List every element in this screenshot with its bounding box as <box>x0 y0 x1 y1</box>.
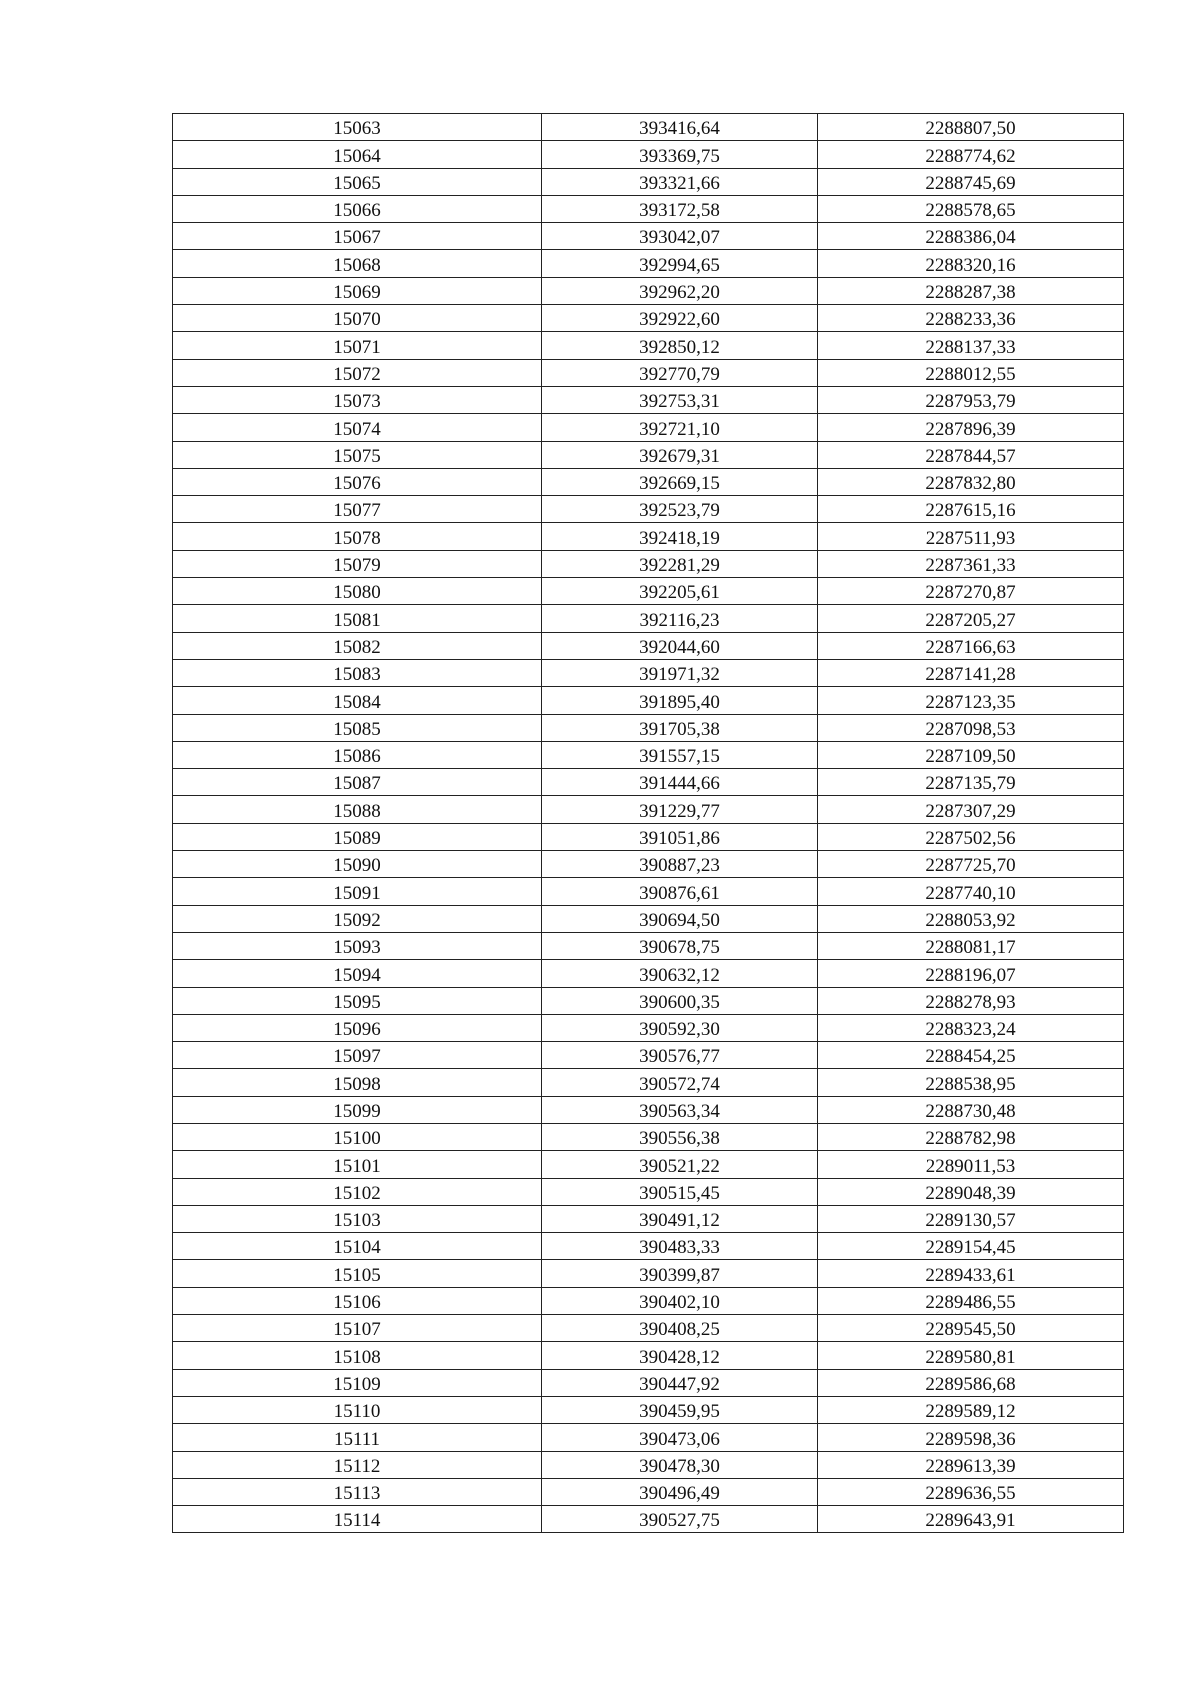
table-row <box>173 250 1124 277</box>
table-row <box>173 1151 1124 1178</box>
table-row <box>173 195 1124 222</box>
point-number-cell: 15086 <box>173 741 542 768</box>
x-coordinate-cell: 391229,77 <box>542 796 818 823</box>
y-coordinate-cell: 2288287,38 <box>818 277 1124 304</box>
x-coordinate-cell: 390478,30 <box>542 1451 818 1478</box>
y-coordinate-cell: 2288807,50 <box>818 114 1124 141</box>
x-coordinate-cell: 390678,75 <box>542 932 818 959</box>
point-number-cell: 15087 <box>173 769 542 796</box>
table-row <box>173 168 1124 195</box>
y-coordinate-cell: 2288196,07 <box>818 960 1124 987</box>
table-row <box>173 1451 1124 1478</box>
y-coordinate-cell: 2287307,29 <box>818 796 1124 823</box>
y-coordinate-cell: 2289636,55 <box>818 1478 1124 1505</box>
x-coordinate-cell: 390459,95 <box>542 1396 818 1423</box>
point-number-cell: 15084 <box>173 687 542 714</box>
point-number-cell: 15082 <box>173 632 542 659</box>
x-coordinate-cell: 392418,19 <box>542 523 818 550</box>
y-coordinate-cell: 2288730,48 <box>818 1096 1124 1123</box>
x-coordinate-cell: 390600,35 <box>542 987 818 1014</box>
point-number-cell: 15073 <box>173 386 542 413</box>
table-row <box>173 905 1124 932</box>
table-row <box>173 1042 1124 1069</box>
table-row <box>173 1260 1124 1287</box>
y-coordinate-cell: 2288081,17 <box>818 932 1124 959</box>
x-coordinate-cell: 390887,23 <box>542 851 818 878</box>
y-coordinate-cell: 2289589,12 <box>818 1396 1124 1423</box>
table-row <box>173 1478 1124 1505</box>
y-coordinate-cell: 2288782,98 <box>818 1123 1124 1150</box>
point-number-cell: 15064 <box>173 141 542 168</box>
x-coordinate-cell: 392994,65 <box>542 250 818 277</box>
x-coordinate-cell: 392922,60 <box>542 305 818 332</box>
table-row <box>173 878 1124 905</box>
x-coordinate-cell: 390572,74 <box>542 1069 818 1096</box>
x-coordinate-cell: 393321,66 <box>542 168 818 195</box>
point-number-cell: 15075 <box>173 441 542 468</box>
point-number-cell: 15088 <box>173 796 542 823</box>
table-row <box>173 523 1124 550</box>
x-coordinate-cell: 390592,30 <box>542 1014 818 1041</box>
point-number-cell: 15065 <box>173 168 542 195</box>
point-number-cell: 15091 <box>173 878 542 905</box>
point-number-cell: 15103 <box>173 1205 542 1232</box>
x-coordinate-cell: 390521,22 <box>542 1151 818 1178</box>
y-coordinate-cell: 2289433,61 <box>818 1260 1124 1287</box>
y-coordinate-cell: 2288012,55 <box>818 359 1124 386</box>
point-number-cell: 15114 <box>173 1506 542 1533</box>
x-coordinate-cell: 390483,33 <box>542 1233 818 1260</box>
x-coordinate-cell: 391895,40 <box>542 687 818 714</box>
x-coordinate-cell: 392850,12 <box>542 332 818 359</box>
y-coordinate-cell: 2288386,04 <box>818 223 1124 250</box>
y-coordinate-cell: 2288774,62 <box>818 141 1124 168</box>
point-number-cell: 15076 <box>173 468 542 495</box>
x-coordinate-cell: 391444,66 <box>542 769 818 796</box>
table-row <box>173 823 1124 850</box>
y-coordinate-cell: 2289545,50 <box>818 1315 1124 1342</box>
x-coordinate-cell: 393416,64 <box>542 114 818 141</box>
x-coordinate-cell: 390428,12 <box>542 1342 818 1369</box>
table-row <box>173 1233 1124 1260</box>
x-coordinate-cell: 392281,29 <box>542 550 818 577</box>
table-row <box>173 987 1124 1014</box>
point-number-cell: 15099 <box>173 1096 542 1123</box>
y-coordinate-cell: 2288278,93 <box>818 987 1124 1014</box>
point-number-cell: 15090 <box>173 851 542 878</box>
table-row <box>173 550 1124 577</box>
x-coordinate-cell: 392721,10 <box>542 414 818 441</box>
point-number-cell: 15112 <box>173 1451 542 1478</box>
y-coordinate-cell: 2288578,65 <box>818 195 1124 222</box>
x-coordinate-cell: 390491,12 <box>542 1205 818 1232</box>
y-coordinate-cell: 2288454,25 <box>818 1042 1124 1069</box>
table-row <box>173 687 1124 714</box>
x-coordinate-cell: 392205,61 <box>542 578 818 605</box>
point-number-cell: 15077 <box>173 496 542 523</box>
point-number-cell: 15093 <box>173 932 542 959</box>
x-coordinate-cell: 392770,79 <box>542 359 818 386</box>
table-row <box>173 1014 1124 1041</box>
point-number-cell: 15110 <box>173 1396 542 1423</box>
point-number-cell: 15089 <box>173 823 542 850</box>
x-coordinate-cell: 390473,06 <box>542 1424 818 1451</box>
point-number-cell: 15074 <box>173 414 542 441</box>
table-row <box>173 1342 1124 1369</box>
x-coordinate-cell: 392669,15 <box>542 468 818 495</box>
x-coordinate-cell: 390632,12 <box>542 960 818 987</box>
table-row <box>173 714 1124 741</box>
y-coordinate-cell: 2288137,33 <box>818 332 1124 359</box>
point-number-cell: 15113 <box>173 1478 542 1505</box>
y-coordinate-cell: 2288745,69 <box>818 168 1124 195</box>
y-coordinate-cell: 2289598,36 <box>818 1424 1124 1451</box>
point-number-cell: 15081 <box>173 605 542 632</box>
point-number-cell: 15097 <box>173 1042 542 1069</box>
y-coordinate-cell: 2287896,39 <box>818 414 1124 441</box>
point-number-cell: 15094 <box>173 960 542 987</box>
point-number-cell: 15109 <box>173 1369 542 1396</box>
y-coordinate-cell: 2288538,95 <box>818 1069 1124 1096</box>
table-row <box>173 605 1124 632</box>
point-number-cell: 15106 <box>173 1287 542 1314</box>
point-number-cell: 15095 <box>173 987 542 1014</box>
x-coordinate-cell: 391971,32 <box>542 659 818 686</box>
table-row <box>173 1205 1124 1232</box>
y-coordinate-cell: 2289580,81 <box>818 1342 1124 1369</box>
table-row <box>173 1287 1124 1314</box>
x-coordinate-cell: 393172,58 <box>542 195 818 222</box>
x-coordinate-cell: 390496,49 <box>542 1478 818 1505</box>
y-coordinate-cell: 2288320,16 <box>818 250 1124 277</box>
y-coordinate-cell: 2287511,93 <box>818 523 1124 550</box>
x-coordinate-cell: 390402,10 <box>542 1287 818 1314</box>
point-number-cell: 15108 <box>173 1342 542 1369</box>
point-number-cell: 15111 <box>173 1424 542 1451</box>
point-number-cell: 15100 <box>173 1123 542 1150</box>
y-coordinate-cell: 2287844,57 <box>818 441 1124 468</box>
table-row <box>173 305 1124 332</box>
x-coordinate-cell: 392962,20 <box>542 277 818 304</box>
y-coordinate-cell: 2289130,57 <box>818 1205 1124 1232</box>
x-coordinate-cell: 390694,50 <box>542 905 818 932</box>
point-number-cell: 15072 <box>173 359 542 386</box>
x-coordinate-cell: 392753,31 <box>542 386 818 413</box>
table-row <box>173 1396 1124 1423</box>
point-number-cell: 15085 <box>173 714 542 741</box>
y-coordinate-cell: 2289613,39 <box>818 1451 1124 1478</box>
x-coordinate-cell: 393369,75 <box>542 141 818 168</box>
point-number-cell: 15071 <box>173 332 542 359</box>
table-row <box>173 223 1124 250</box>
table-row <box>173 414 1124 441</box>
point-number-cell: 15067 <box>173 223 542 250</box>
coordinates-table-body <box>173 114 1124 1533</box>
x-coordinate-cell: 392044,60 <box>542 632 818 659</box>
y-coordinate-cell: 2289586,68 <box>818 1369 1124 1396</box>
table-row <box>173 769 1124 796</box>
point-number-cell: 15068 <box>173 250 542 277</box>
coordinates-table <box>172 113 1124 1533</box>
y-coordinate-cell: 2287123,35 <box>818 687 1124 714</box>
table-row <box>173 1424 1124 1451</box>
table-row <box>173 632 1124 659</box>
point-number-cell: 15069 <box>173 277 542 304</box>
y-coordinate-cell: 2288323,24 <box>818 1014 1124 1041</box>
table-row <box>173 1506 1124 1533</box>
x-coordinate-cell: 391705,38 <box>542 714 818 741</box>
point-number-cell: 15098 <box>173 1069 542 1096</box>
x-coordinate-cell: 390876,61 <box>542 878 818 905</box>
y-coordinate-cell: 2287205,27 <box>818 605 1124 632</box>
y-coordinate-cell: 2287098,53 <box>818 714 1124 741</box>
table-row <box>173 659 1124 686</box>
y-coordinate-cell: 2287953,79 <box>818 386 1124 413</box>
x-coordinate-cell: 390556,38 <box>542 1123 818 1150</box>
y-coordinate-cell: 2287109,50 <box>818 741 1124 768</box>
point-number-cell: 15104 <box>173 1233 542 1260</box>
y-coordinate-cell: 2287166,63 <box>818 632 1124 659</box>
y-coordinate-cell: 2287725,70 <box>818 851 1124 878</box>
point-number-cell: 15101 <box>173 1151 542 1178</box>
x-coordinate-cell: 391051,86 <box>542 823 818 850</box>
table-row <box>173 496 1124 523</box>
table-row <box>173 1123 1124 1150</box>
table-row <box>173 141 1124 168</box>
x-coordinate-cell: 390408,25 <box>542 1315 818 1342</box>
y-coordinate-cell: 2289048,39 <box>818 1178 1124 1205</box>
point-number-cell: 15070 <box>173 305 542 332</box>
point-number-cell: 15092 <box>173 905 542 932</box>
x-coordinate-cell: 390515,45 <box>542 1178 818 1205</box>
table-row <box>173 741 1124 768</box>
x-coordinate-cell: 391557,15 <box>542 741 818 768</box>
point-number-cell: 15079 <box>173 550 542 577</box>
x-coordinate-cell: 393042,07 <box>542 223 818 250</box>
x-coordinate-cell: 390447,92 <box>542 1369 818 1396</box>
table-row <box>173 796 1124 823</box>
table-row <box>173 386 1124 413</box>
table-row <box>173 932 1124 959</box>
table-row <box>173 1315 1124 1342</box>
point-number-cell: 15105 <box>173 1260 542 1287</box>
y-coordinate-cell: 2287141,28 <box>818 659 1124 686</box>
y-coordinate-cell: 2287832,80 <box>818 468 1124 495</box>
x-coordinate-cell: 390576,77 <box>542 1042 818 1069</box>
y-coordinate-cell: 2287615,16 <box>818 496 1124 523</box>
y-coordinate-cell: 2289486,55 <box>818 1287 1124 1314</box>
table-row <box>173 1096 1124 1123</box>
table-row <box>173 1369 1124 1396</box>
x-coordinate-cell: 392116,23 <box>542 605 818 632</box>
x-coordinate-cell: 392523,79 <box>542 496 818 523</box>
point-number-cell: 15096 <box>173 1014 542 1041</box>
table-row <box>173 114 1124 141</box>
table-row <box>173 277 1124 304</box>
y-coordinate-cell: 2287270,87 <box>818 578 1124 605</box>
table-row <box>173 960 1124 987</box>
y-coordinate-cell: 2288233,36 <box>818 305 1124 332</box>
point-number-cell: 15080 <box>173 578 542 605</box>
table-row <box>173 851 1124 878</box>
table-row <box>173 332 1124 359</box>
table-row <box>173 468 1124 495</box>
y-coordinate-cell: 2288053,92 <box>818 905 1124 932</box>
y-coordinate-cell: 2289643,91 <box>818 1506 1124 1533</box>
point-number-cell: 15102 <box>173 1178 542 1205</box>
y-coordinate-cell: 2287361,33 <box>818 550 1124 577</box>
point-number-cell: 15107 <box>173 1315 542 1342</box>
y-coordinate-cell: 2289011,53 <box>818 1151 1124 1178</box>
point-number-cell: 15066 <box>173 195 542 222</box>
table-row <box>173 578 1124 605</box>
x-coordinate-cell: 390527,75 <box>542 1506 818 1533</box>
y-coordinate-cell: 2287502,56 <box>818 823 1124 850</box>
table-row <box>173 359 1124 386</box>
y-coordinate-cell: 2289154,45 <box>818 1233 1124 1260</box>
y-coordinate-cell: 2287135,79 <box>818 769 1124 796</box>
x-coordinate-cell: 390399,87 <box>542 1260 818 1287</box>
table-row <box>173 441 1124 468</box>
point-number-cell: 15078 <box>173 523 542 550</box>
point-number-cell: 15063 <box>173 114 542 141</box>
x-coordinate-cell: 390563,34 <box>542 1096 818 1123</box>
point-number-cell: 15083 <box>173 659 542 686</box>
y-coordinate-cell: 2287740,10 <box>818 878 1124 905</box>
table-row <box>173 1069 1124 1096</box>
x-coordinate-cell: 392679,31 <box>542 441 818 468</box>
table-row <box>173 1178 1124 1205</box>
